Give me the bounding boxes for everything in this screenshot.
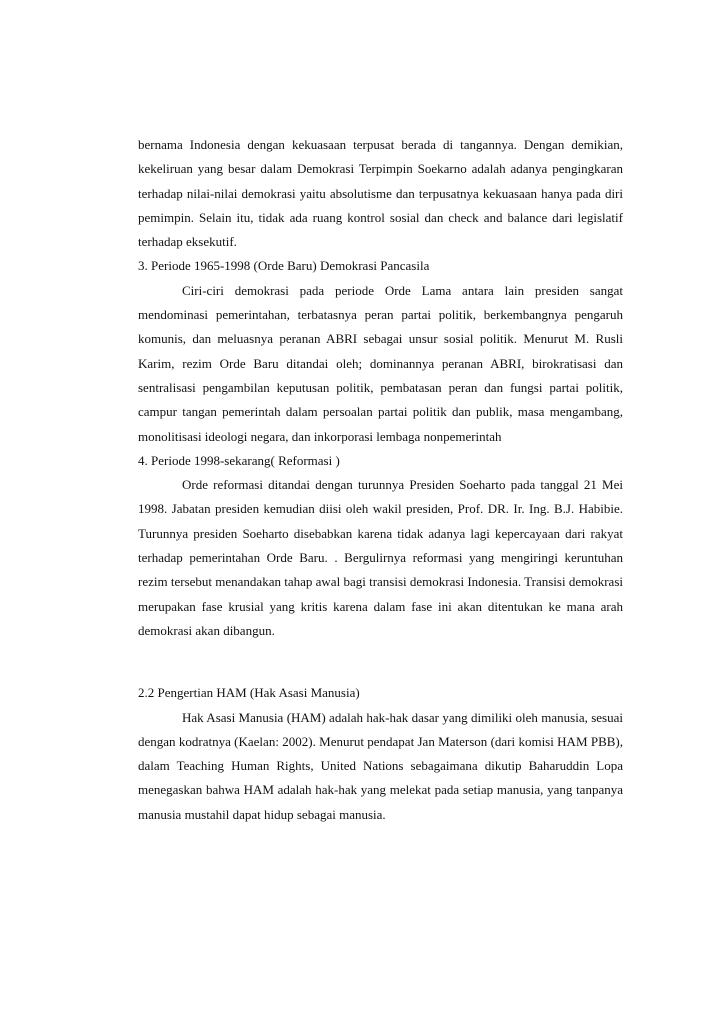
heading-periode-orde-baru: 3. Periode 1965-1998 (Orde Baru) Demokrasi Pancasila xyxy=(138,258,430,274)
section-spacer xyxy=(138,643,623,681)
document-page xyxy=(138,133,623,827)
heading-periode-reformasi: 4. Periode 1998-sekarang( Reformasi ) xyxy=(138,452,340,468)
paragraph-demokrasi-terpimpin: bernama Indonesia dengan kekuasaan terpusat berada di tangannya. Dengan demikian, kekeliruan yang besar dalam Demokrasi Terpimpin Soekarno adalah adanya pengingkaran terhadap nilai-nilai demokrasi yaitu absolutisme dan terpusatnya kekuasaan hanya pada diri pemimpin. Selain itu, tidak ada ruang kontrol sosial dan check and balance dari legislatif terhadap eksekutif. xyxy=(138,137,623,250)
paragraph-orde-baru: Ciri-ciri demokrasi pada periode Orde Lama antara lain presiden sangat mendominasi pemerintahan, terbatasnya peran partai politik, berkembangnya pengaruh komunis, dan meluasnya peranan ABRI sebagai unsur sosial politik. Menurut M. Rusli Karim, rezim Orde Baru ditandai oleh; dominannya peranan ABRI, birokratisasi dan sentralisasi pengambilan keputusan politik, pembatasan peran dan fungsi partai politik, campur tangan pemerintah dalam persoalan partai politik dan publik, masa mengambang, monolitisasi ideologi negara, dan inkorporasi lembaga nonpemerintah xyxy=(138,282,623,444)
section-heading-ham: 2.2 Pengertian HAM (Hak Asasi Manusia) xyxy=(138,685,360,701)
paragraph-ham: Hak Asasi Manusia (HAM) adalah hak-hak dasar yang dimiliki oleh manusia, sesuai dengan kodratnya (Kaelan: 2002). Menurut pendapat Jan Materson (dari komisi HAM PBB), dalam Teaching Human Rights, United Nations sebagaimana dikutip Baharuddin Lopa menegaskan bahwa HAM adalah hak-hak yang melekat pada setiap manusia, yang tanpanya manusia mustahil dapat hidup sebagai manusia. xyxy=(138,709,623,822)
paragraph-reformasi: Orde reformasi ditandai dengan turunnya Presiden Soeharto pada tanggal 21 Mei 1998. Jabatan presiden kemudian diisi oleh wakil presiden, Prof. DR. Ir. Ing. B.J. Habibie. Turunnya presiden Soeharto disebabkan karena tidak adanya lagi kepercayaan dari rakyat terhadap pemerintahan Orde Baru. . Bergulirnya reformasi yang mengiringi keruntuhan rezim tersebut menandakan tahap awal bagi transisi demokrasi Indonesia. Transisi demokrasi merupakan fase krusial yang kritis karena dalam fase ini akan ditentukan ke mana arah demokrasi akan dibangun. xyxy=(138,477,623,638)
